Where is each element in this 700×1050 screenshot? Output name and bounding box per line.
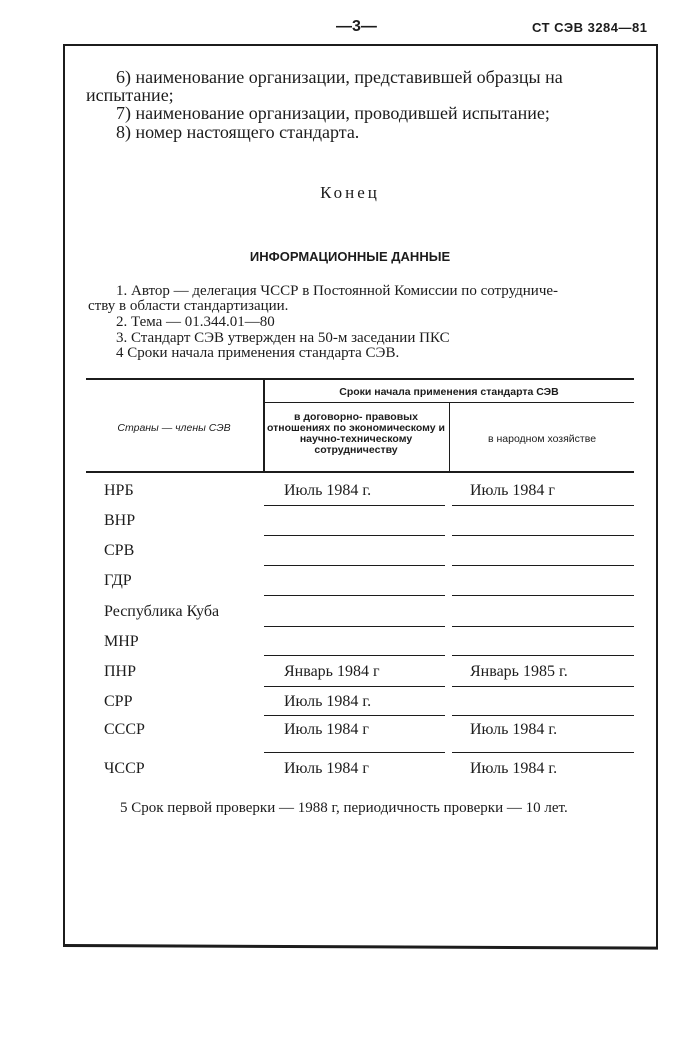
table-row-rule [264, 505, 445, 506]
table-cell-national: Январь 1985 г. [470, 663, 568, 680]
table-row-rule [264, 595, 445, 596]
table-cell-country: СРР [104, 693, 133, 710]
info-heading: ИНФОРМАЦИОННЫЕ ДАННЫЕ [249, 249, 451, 264]
table-cell-contract: Июль 1984 г. [284, 482, 372, 499]
table-cell-national: Июль 1984 г [470, 482, 555, 499]
column-header-group: Сроки начала применения стандарта СЭВ [339, 386, 559, 398]
table-row-rule [452, 535, 634, 536]
list-item-6: 6) наименование организации, представившей образцы на [116, 67, 563, 87]
table-row-rule [264, 655, 445, 656]
column-header-countries: Страны — члены СЭВ [117, 422, 231, 434]
table-cell-country: ВНР [104, 512, 136, 529]
table-row-rule [264, 626, 445, 627]
table-cell-country: ГДР [104, 572, 132, 589]
table-row-rule [452, 626, 634, 627]
info-item-2: 2. Тема — 01.344.01—80 [116, 314, 275, 330]
table-row-rule [452, 715, 634, 716]
table-row-rule [264, 752, 445, 753]
table-cell-contract: Июль 1984 г. [284, 693, 372, 710]
info-item-3: 3. Стандарт СЭВ утвержден на 50-м заседании ПКС [116, 330, 450, 346]
info-item-1: 1. Автор — делегация ЧССР в Постоянной Комиссии по сотрудниче- [116, 283, 559, 299]
table-header-rule [86, 471, 634, 473]
frame-top-border [63, 44, 658, 46]
table-row-rule [452, 595, 634, 596]
table-cell-country: НРБ [104, 482, 134, 499]
list-item-8: 8) номер настоящего стандарта. [116, 122, 360, 142]
list-item-6-continuation: испытание; [86, 85, 174, 105]
table-row-rule [264, 686, 445, 687]
table-cell-national: Июль 1984 г. [470, 721, 558, 738]
list-item-7: 7) наименование организации, проводившей испытание; [116, 103, 550, 123]
column-header-national: в народном хозяйстве [487, 433, 597, 445]
table-top-rule [86, 378, 634, 380]
table-cell-national: Июль 1984 г. [470, 760, 558, 777]
table-cell-contract: Июль 1984 г [284, 721, 369, 738]
table-row-rule [264, 715, 445, 716]
table-row-rule [452, 655, 634, 656]
frame-bottom-border [63, 944, 658, 950]
info-item-4: 4 Сроки начала применения стандарта СЭВ. [116, 345, 400, 361]
table-cell-contract: Январь 1984 г [284, 663, 380, 680]
table-cell-country: Республика Куба [104, 603, 220, 620]
page-number: —3— [336, 18, 377, 35]
table-cell-contract: Июль 1984 г [284, 760, 369, 777]
table-cell-country: МНР [104, 633, 139, 650]
table-cell-country: ЧССР [104, 760, 145, 777]
table-row-rule [264, 535, 445, 536]
table-row-rule [264, 565, 445, 566]
info-item-1-continuation: ству в области стандартизации. [88, 298, 289, 314]
standard-code: СТ СЭВ 3284—81 [532, 20, 648, 35]
footer-note: 5 Срок первой проверки — 1988 г, периодичность проверки — 10 лет. [120, 800, 568, 816]
table-col-divider-2 [449, 403, 450, 472]
end-marker: Конец [320, 183, 380, 202]
column-header-contract: в договорно- правовых отношениях по экономическому и научно-техническому сотрудничеству [266, 411, 446, 456]
table-row-rule [452, 752, 634, 753]
table-cell-country: СССР [104, 721, 145, 738]
frame-right-border [656, 44, 658, 948]
table-cell-country: ПНР [104, 663, 137, 680]
table-col-divider-1 [263, 379, 265, 472]
table-row-rule [452, 686, 634, 687]
table-row-rule [452, 505, 634, 506]
frame-left-border [63, 44, 65, 946]
table-cell-country: СРВ [104, 542, 135, 559]
table-row-rule [452, 565, 634, 566]
